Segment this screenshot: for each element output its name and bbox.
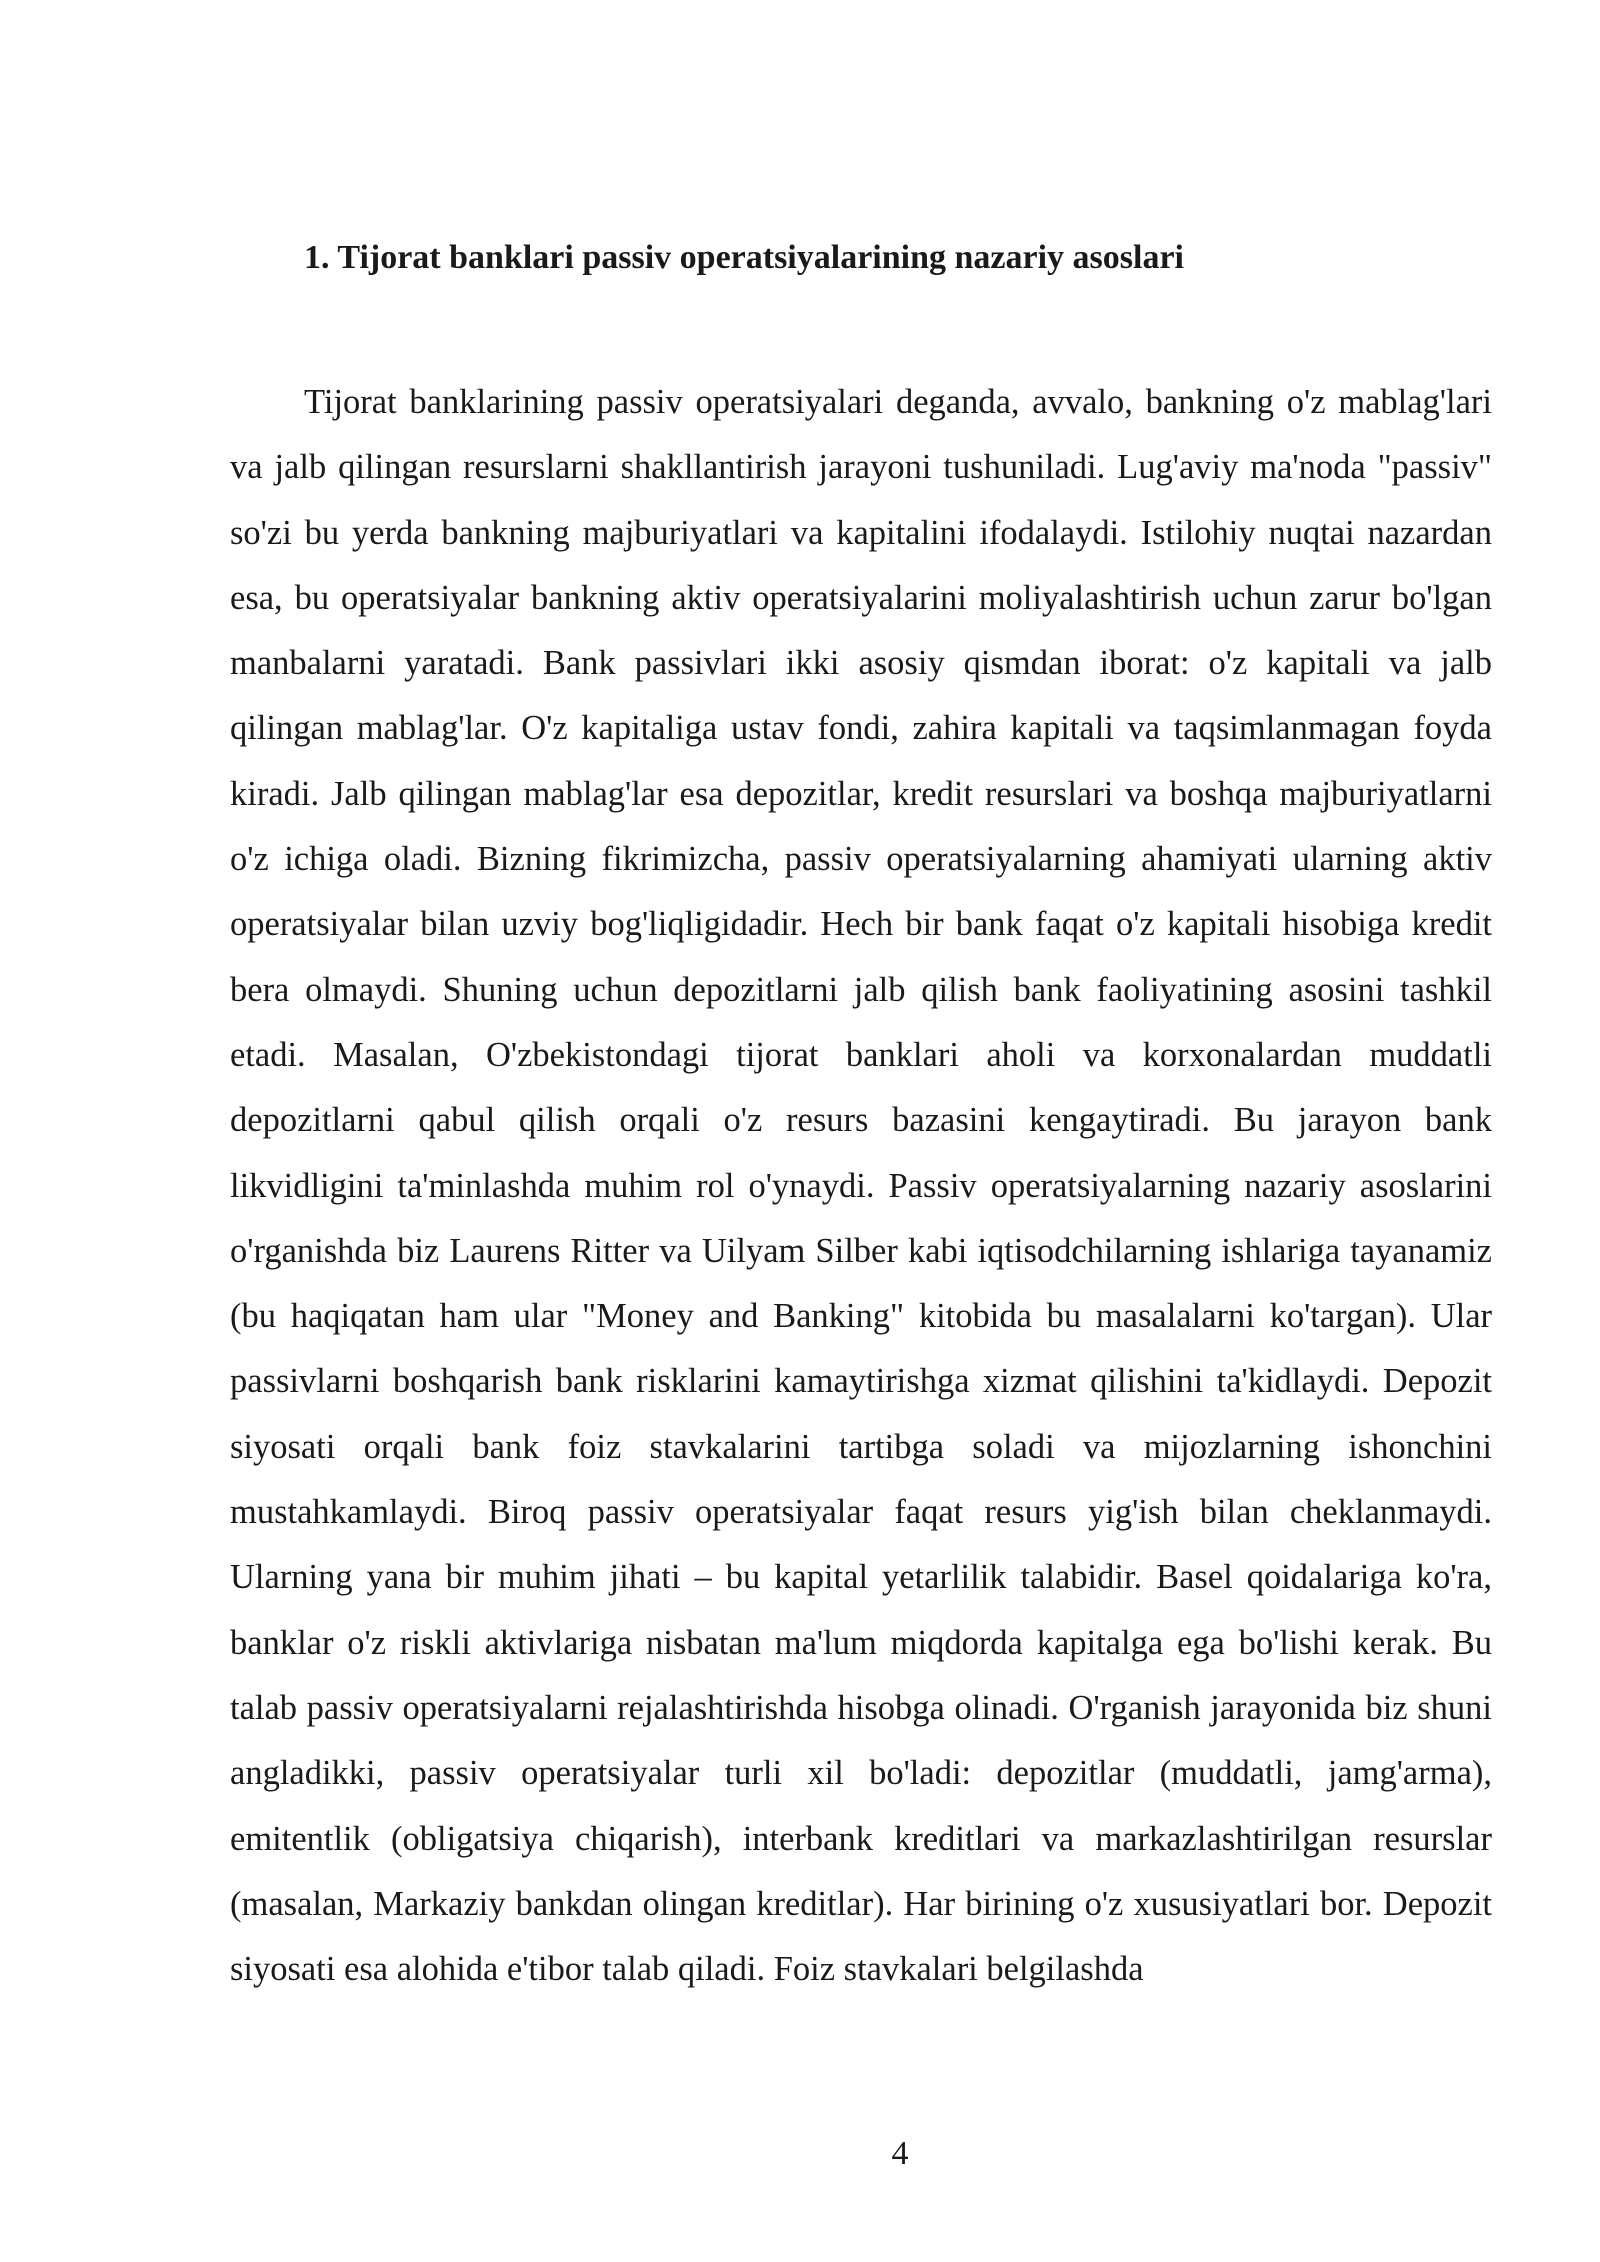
body-paragraph: Tijorat banklarining passiv operatsiyalari deganda, avvalo, bankning o'z mablag'lari va jalb qilingan resurslarni shakllantirish jarayoni tushuniladi. Lug'aviy ma'noda "passiv" so'zi bu yerda bankning majburiyatlari va kapitalini ifodalaydi. Istilohiy nuqtai nazardan esa, bu operatsiyalar bankning aktiv operatsiyalarini moliyalashtirish uchun zarur bo'lgan manbalarni yaratadi. Bank passivlari ikki asosiy qismdan iborat: o'z kapitali va jalb qilingan mablag'lar. O'z kapitaliga ustav fondi, zahira kapitali va taqsimlanmagan foyda kiradi. Jalb qilingan mablag'lar esa depozitlar, kredit resurslari va boshqa majburiyatlarni o'z ichiga oladi. Bizning fikrimizcha, passiv operatsiyalarning ahamiyati ularning aktiv operatsiyalar bilan uzviy bog'liqligidadir. Hech bir bank faqat o'z kapitali hisobiga kredit bera olmaydi. Shuning uchun depozitlarni jalb qilish bank faoliyatining asosini tashkil etadi. Masalan, O'zbekistondagi tijorat banklari aholi va korxonalardan muddatli depozitlarni qabul qilish orqali o'z resurs bazasini kengaytiradi. Bu jarayon bank likvidligini ta'minlashda muhim rol o'ynaydi. Passiv operatsiyalarning nazariy asoslarini o'rganishda biz Laurens Ritter va Uilyam Silber kabi iqtisodchilarning ishlariga tayanamiz (bu haqiqatan ham ular "Money and Banking" kitobida bu masalalarni ko'targan). Ular passivlarni boshqarish bank risklarini kamaytirishga xizmat qilishini ta'kidlaydi. Depozit siyosati orqali bank foiz stavkalarini tartibga soladi va mijozlarning ishonchini mustahkamlaydi. Biroq passiv operatsiyalar faqat resurs yig'ish bilan cheklanmaydi. Ularning yana bir muhim jihati – bu kapital yetarlilik talabidir. Basel qoidalariga ko'ra, banklar o'z riskli aktivlariga nisbatan ma'lum miqdorda kapitalga ega bo'lishi kerak. Bu talab passiv operatsiyalarni rejalashtirishda hisobga olinadi. O'rganish jarayonida biz shuni angladikki, passiv operatsiyalar turli xil bo'ladi: depozitlar (muddatli, jamg'arma), emitentlik (obligatsiya chiqarish), interbank kreditlari va markazlashtirilgan resurslar (masalan, Markaziy bankdan olingan kreditlar). Har birining o'z xususiyatlari bor. Depozit siyosati esa alohida e'tibor talab qiladi. Foiz stavkalari belgilashda	[230, 383, 1492, 1989]
section-heading: 1. Tijorat banklari passiv operatsiyalarining nazariy asoslari	[304, 239, 1184, 276]
page-number: 4	[891, 2135, 909, 2172]
